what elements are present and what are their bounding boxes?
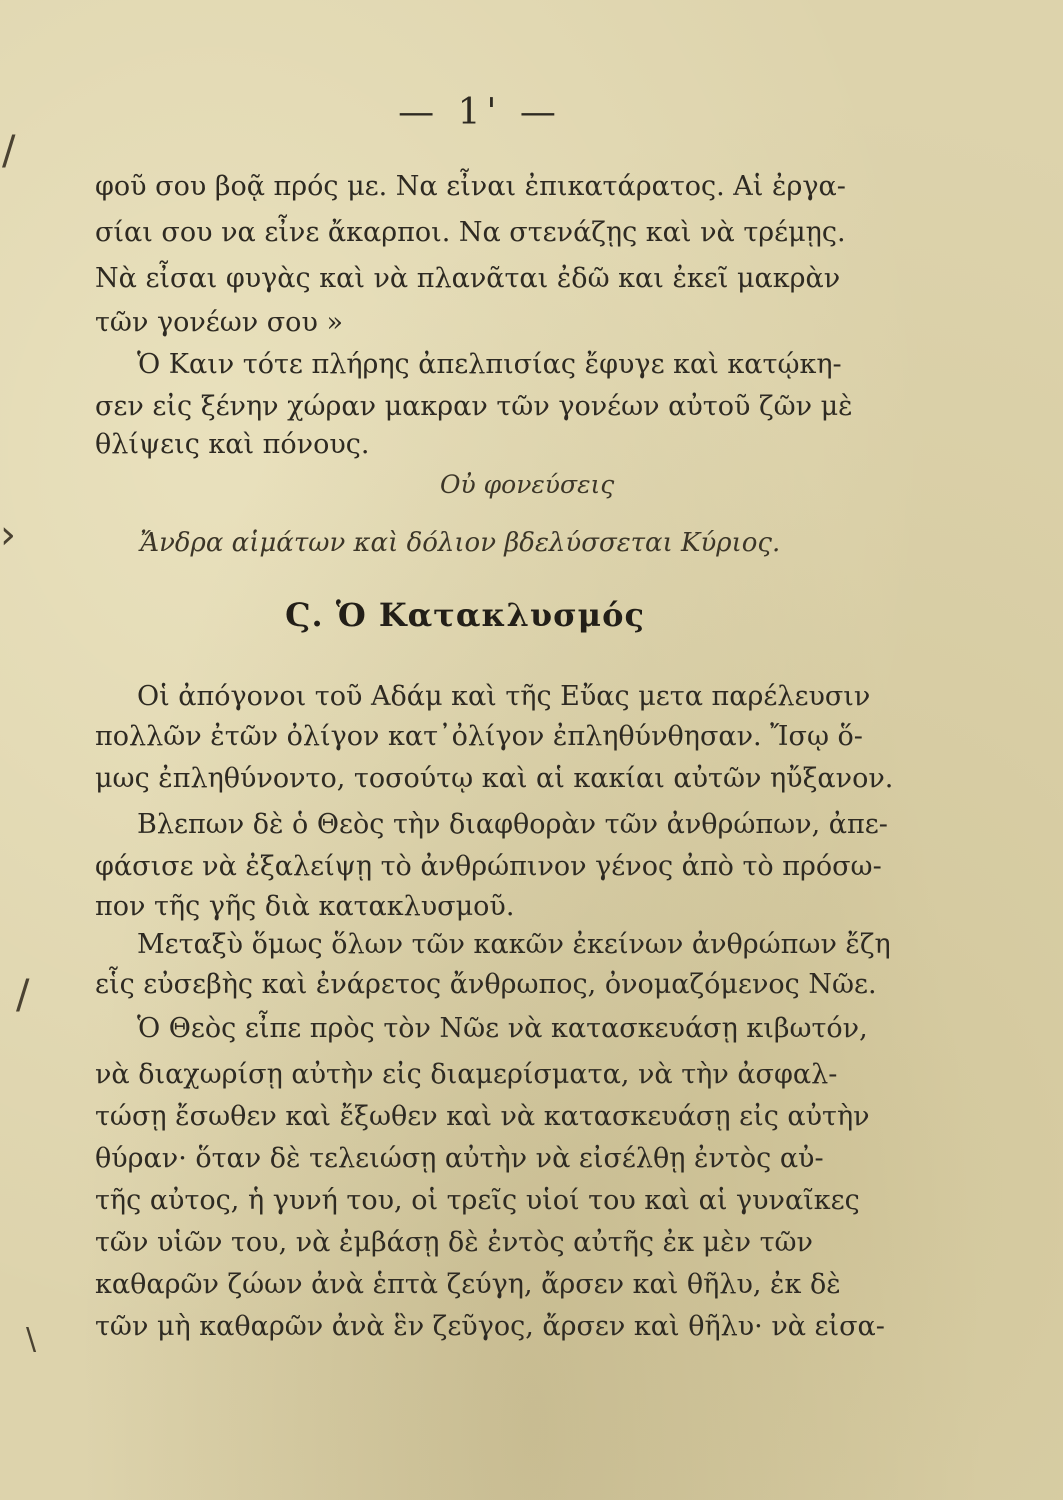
- margin-pencil-mark: \: [26, 1322, 37, 1357]
- text-line: νὰ διαχωρίσῃ αὐτὴν εἰς διαμερίσματα, νὰ τὴν ἀσφαλ-: [95, 1059, 838, 1090]
- scripture-quote: Ἄνδρα αἱμάτων καὶ δόλιον βδελύσσεται Κύριος.: [140, 528, 781, 558]
- page-number: — 1' —: [398, 92, 562, 133]
- text-line: τῶν μὴ καθαρῶν ἀνὰ ἓν ζεῦγος, ἄρσεν καὶ θῆλυ· νὰ εἰσα-: [95, 1311, 885, 1342]
- commandment-reference: Οὐ φονεύσεις: [440, 470, 615, 499]
- text-line: Νὰ εἶσαι φυγὰς καὶ νὰ πλανᾶται ἐδῶ και ἐκεῖ μακρὰν: [95, 263, 841, 294]
- section-heading: Ϛ. Ὁ Κατακλυσμός: [285, 596, 645, 634]
- text-line: καθαρῶν ζώων ἀνὰ ἑπτὰ ζεύγη, ἄρσεν καὶ θῆλυ, ἐκ δὲ: [95, 1269, 841, 1300]
- text-line: σίαι σου να εἶνε ἄκαρποι. Να στενάζῃς καὶ νὰ τρέμῃς.: [95, 217, 846, 248]
- text-line: Ὁ Θεὸς εἶπε πρὸς τὸν Νῶε νὰ κατασκευάσῃ κιβωτόν,: [137, 1013, 868, 1044]
- text-line: τῶν γονέων σου »: [95, 307, 343, 338]
- text-line: πολλῶν ἐτῶν ὀλίγον κατ᾽ὀλίγον ἐπληθύνθησαν. Ἴσῳ ὅ-: [95, 721, 863, 752]
- margin-pencil-mark: /: [2, 128, 16, 174]
- text-line: μως ἐπληθύνοντο, τοσούτῳ καὶ αἱ κακίαι αὐτῶν ηὔξανον.: [95, 763, 894, 794]
- text-line: Ὁ Καιν τότε πλήρης ἀπελπισίας ἔφυγε καὶ κατῴκη-: [137, 349, 842, 380]
- text-line: φοῦ σου βοᾷ πρός με. Να εἶναι ἐπικατάρατος. Αἱ ἐργα-: [95, 171, 846, 202]
- text-line: σεν εἰς ξένην χώραν μακραν τῶν γονέων αὐτοῦ ζῶν μὲ: [95, 391, 853, 422]
- text-line: Μεταξὺ ὅμως ὅλων τῶν κακῶν ἐκείνων ἀνθρώπων ἔζη: [137, 929, 891, 960]
- text-line: τῆς αὐτος, ἡ γυνή του, οἱ τρεῖς υἱοί του καὶ αἱ γυναῖκες: [95, 1185, 860, 1216]
- text-line: πον τῆς γῆς διὰ κατακλυσμοῦ.: [95, 891, 515, 922]
- margin-pencil-mark: /: [16, 972, 30, 1018]
- text-line: τώσῃ ἔσωθεν καὶ ἔξωθεν καὶ νὰ κατασκευάσῃ εἰς αὐτὴν: [95, 1101, 870, 1132]
- text-line: εἷς εὐσεβὴς καὶ ἐνάρετος ἄνθρωπος, ὀνομαζόμενος Νῶε.: [95, 969, 877, 1000]
- margin-pencil-mark: ›: [0, 512, 16, 558]
- text-line: Βλεπων δὲ ὁ Θεὸς τὴν διαφθορὰν τῶν ἀνθρώπων, ἀπε-: [137, 809, 888, 840]
- text-line: Οἱ ἀπόγονοι τοῦ Αδάμ καὶ τῆς Εὔας μετα παρέλευσιν: [137, 681, 871, 712]
- text-line: φάσισε νὰ ἐξαλείψῃ τὸ ἀνθρώπινον γένος ἀπὸ τὸ πρόσω-: [95, 851, 882, 882]
- text-line: τῶν υἱῶν του, νὰ ἐμβάσῃ δὲ ἐντὸς αὐτῆς ἐκ μὲν τῶν: [95, 1227, 813, 1258]
- text-line: θλίψεις καὶ πόνους.: [95, 429, 370, 460]
- text-line: θύραν· ὅταν δὲ τελειώσῃ αὐτὴν νὰ εἰσέλθῃ ἐντὸς αὐ-: [95, 1143, 824, 1174]
